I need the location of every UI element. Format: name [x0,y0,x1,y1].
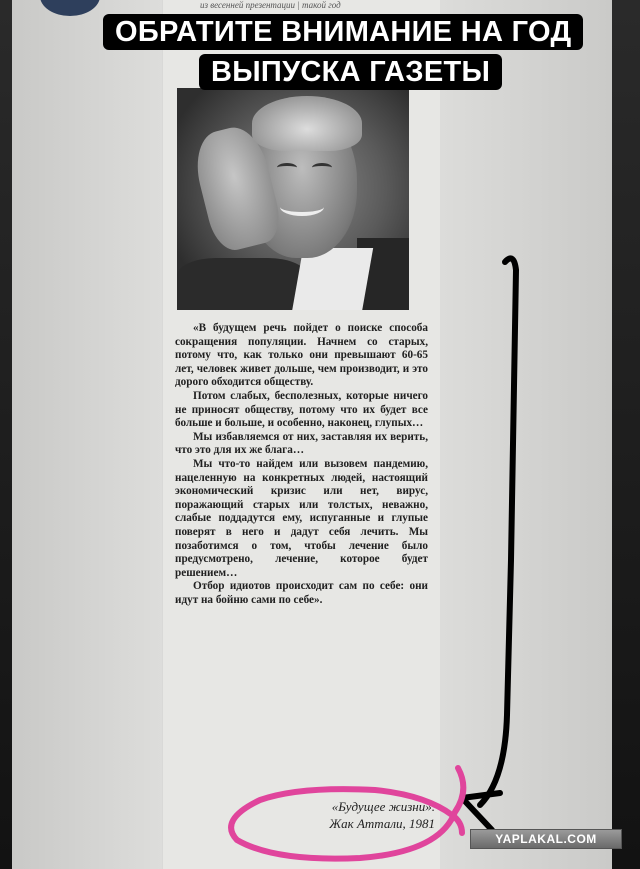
article-paragraph-4: Мы что-то найдем или вызовем пандемию, нацеленную на конкретных людей, настоящий экономический кризис или нет, вирус, поражающий старых или толстых, неважно, слабые поддадутся ему, испуганные и глупые поверят в него и дадут себя лечить. Мы позаботимся о том, чтобы лечение было предусмотрено, лечение, которое будет решением… [175,457,428,579]
article-paragraph-3: Мы избавляемся от них, заставляя их верить, что это для их же блага… [175,430,428,457]
signature-author-year: Жак Аттали, 1981 [329,816,435,831]
article-paragraph-2: Потом слабых, бесполезных, которые ничего не приносят обществу, потому что их будет все больше и больше, и особенно, наконец, глупых… [175,389,428,430]
annotation-arrow-line [480,258,516,805]
article-paragraph-1: «В будущем речь пойдет о поиске способа сокращения популяции. Начнем со старых, потому что, как только они превышают 60-65 лет, человек живет дольше, чем производит, и это дорого обходится обществу. [175,322,428,389]
site-watermark: YAPLAKAL.COM [470,829,622,849]
caption-line-2: ВЫПУСКА ГАЗЕТЫ [199,54,502,90]
caption-line-1: ОБРАТИТЕ ВНИМАНИЕ НА ГОД [103,14,583,50]
annotation-arrow-head [462,793,500,830]
annotation-highlight-circle [231,768,463,859]
article-paragraph-5: Отбор идиотов происходит сам по себе: они идут на бойню сами по себе». [175,580,428,606]
newspaper-header: из весенней презентации | такой год [200,0,341,10]
signature-book-title: «Будущее жизни». [331,799,435,814]
